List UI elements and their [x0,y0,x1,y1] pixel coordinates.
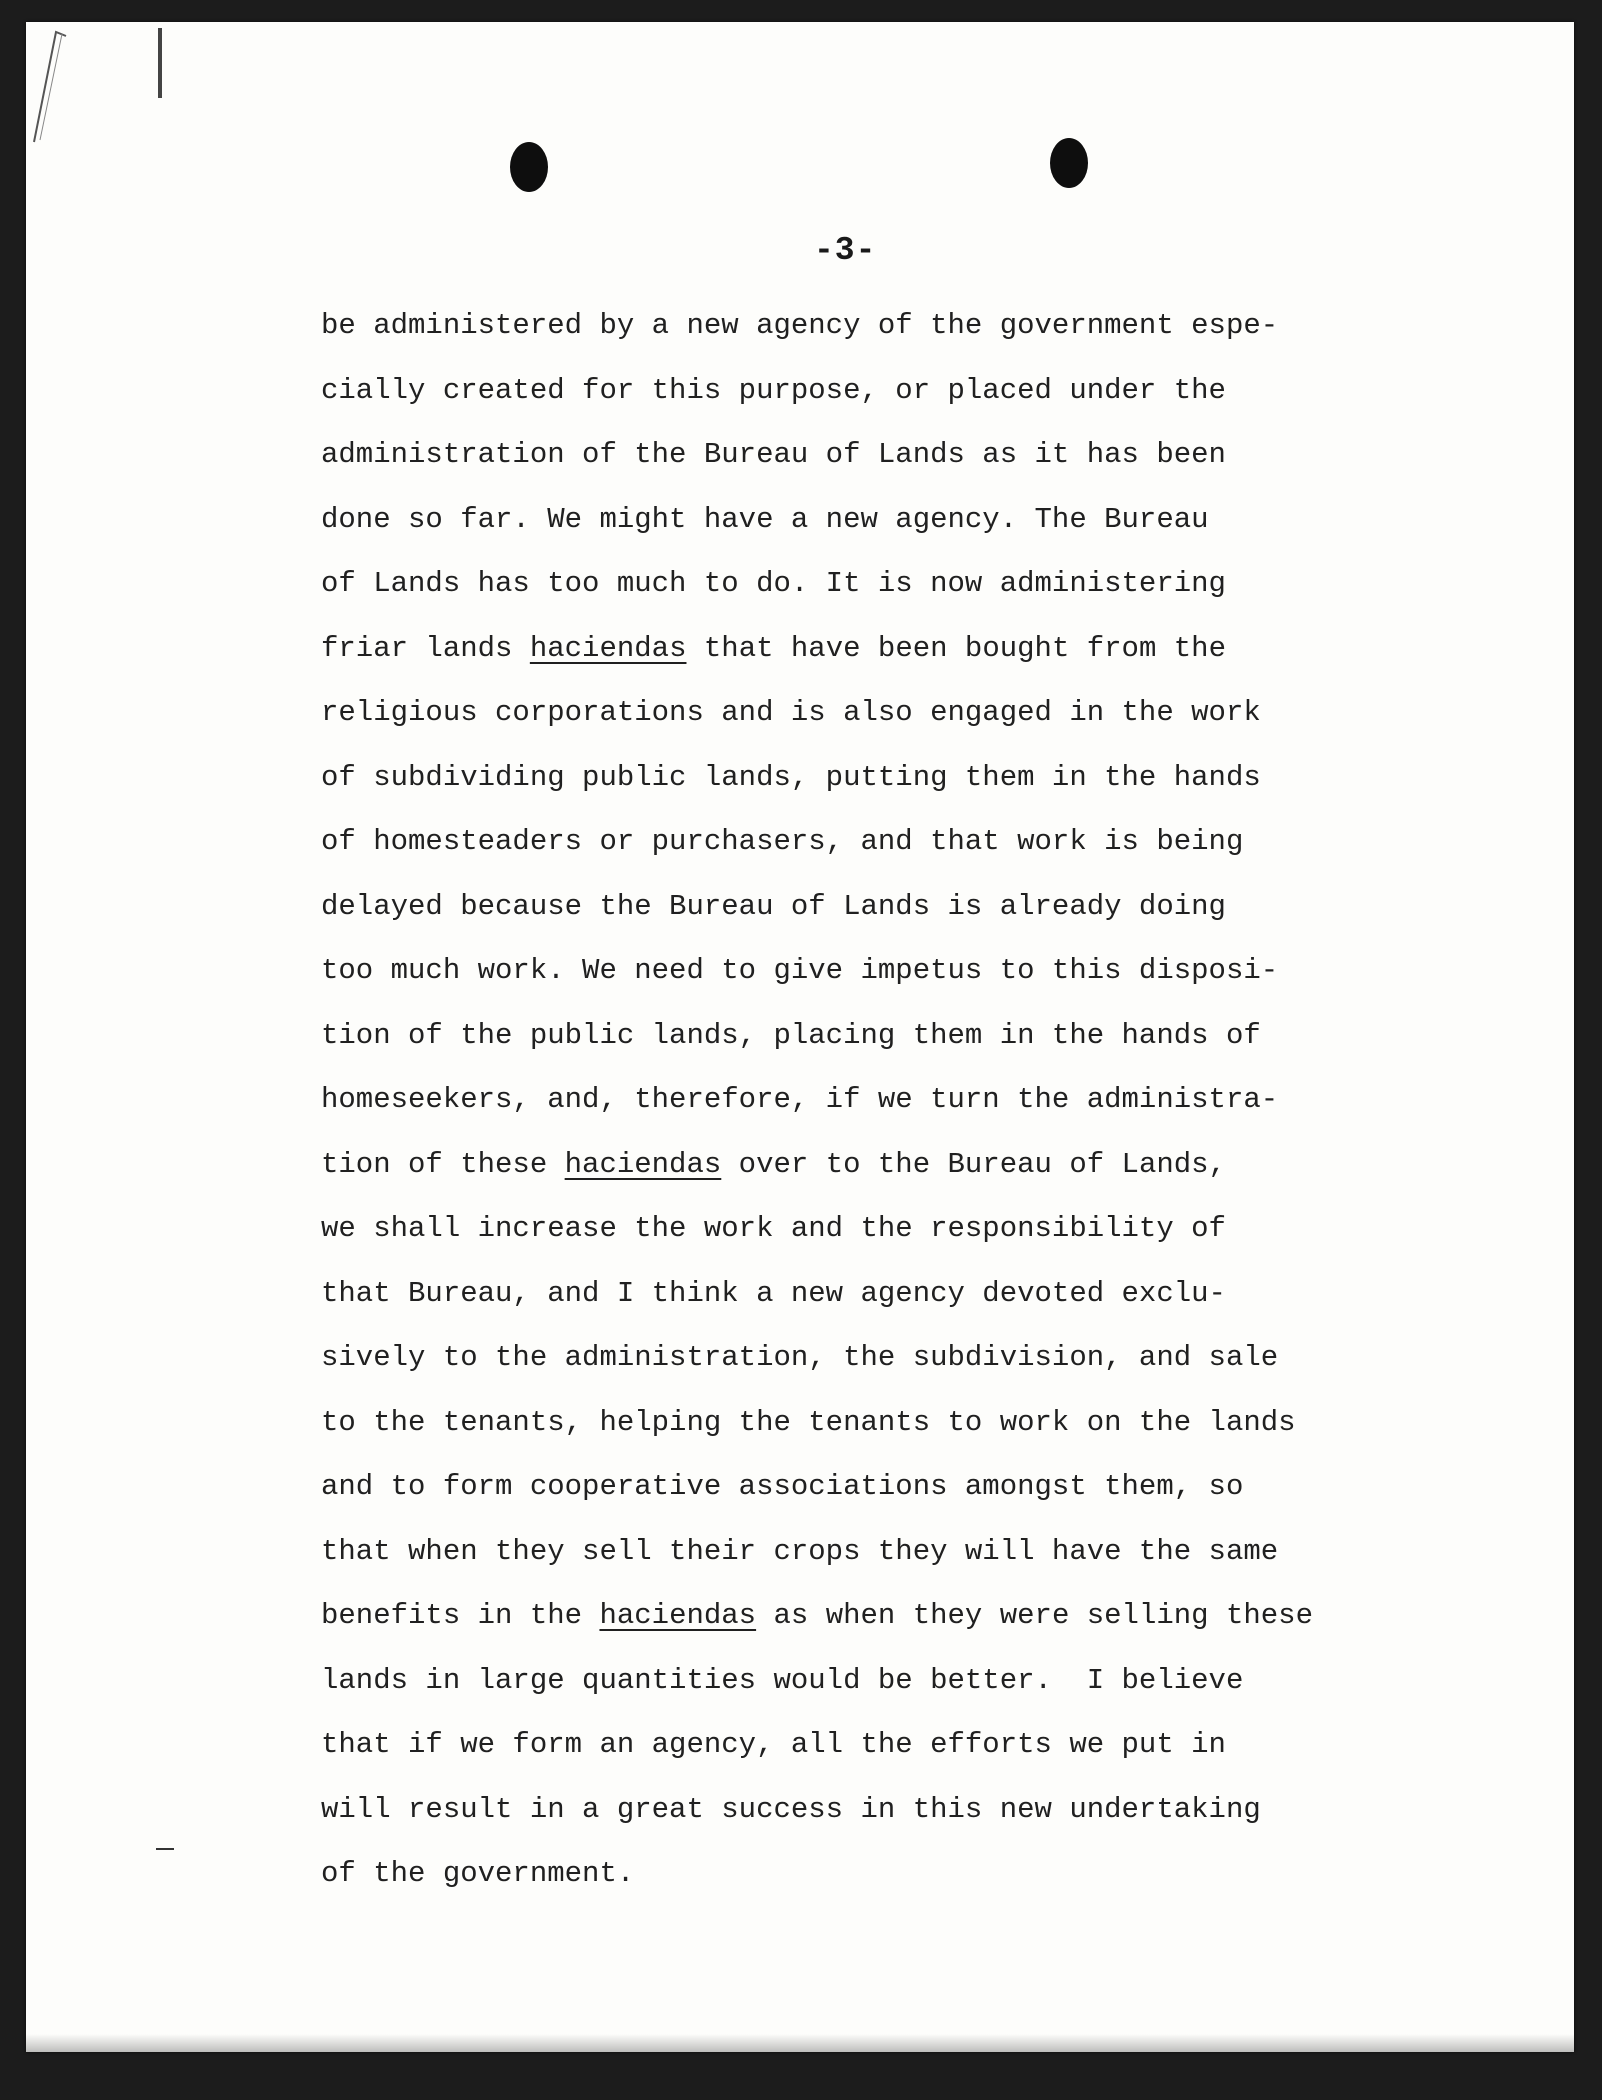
underlined-word: haciendas [564,1147,722,1181]
punch-hole-left [510,142,548,192]
text-line: religious corporations and is also engaged in the work [321,696,1261,729]
text-line: and to form cooperative associations amongst them, so [321,1470,1244,1503]
typewritten-body [321,294,1451,1907]
underlined-word: haciendas [529,631,687,665]
text-line: too much work. We need to give impetus to this disposi- [321,954,1279,987]
page-number: -3- [814,232,877,269]
text-line: that if we form an agency, all the efforts we put in [321,1728,1226,1761]
staple-mark [156,28,164,98]
text-line: will result in a great success in this new undertaking [321,1792,1261,1826]
text-line: benefits in the haciendas as when they were selling these [321,1599,1313,1632]
text-line: delayed because the Bureau of Lands is already doing [321,889,1226,923]
text-line: of subdividing public lands, putting them in the hands [321,760,1261,794]
sheet-edge-shadow [26,2034,1574,2052]
text-line: be administered by a new agency of the government espe- [321,309,1279,342]
text-line: of the government. [321,1857,635,1890]
text-line: homeseekers, and, therefore, if we turn the administra- [321,1083,1279,1116]
text-line: of Lands has too much to do. It is now administering [321,567,1226,600]
text-line: lands in large quantities would be better. I believe [321,1663,1244,1697]
text-line: cially created for this purpose, or placed under the [321,373,1226,407]
text-line: friar lands haciendas that have been bought from the [321,631,1226,665]
text-line: sively to the administration, the subdivision, and sale [321,1341,1279,1374]
text-line: that when they sell their crops they will have the same [321,1534,1279,1568]
text-line: tion of these haciendas over to the Bureau of Lands, [321,1147,1226,1181]
text-line: to the tenants, helping the tenants to work on the lands [321,1405,1296,1439]
folded-corner-mark [26,22,96,162]
underlined-word: haciendas [599,1599,757,1632]
text-line: tion of the public lands, placing them in the hands of [321,1018,1261,1052]
text-line: administration of the Bureau of Lands as it has been [321,438,1226,471]
text-line: done so far. We might have a new agency. The Bureau [321,502,1209,536]
paper-sheet [26,22,1574,2052]
text-line: of homesteaders or purchasers, and that work is being [321,825,1244,858]
text-line: that Bureau, and I think a new agency devoted exclu- [321,1276,1226,1310]
margin-dash-mark [156,1848,174,1850]
punch-hole-right [1050,138,1088,188]
text-line: we shall increase the work and the responsibility of [321,1212,1226,1245]
